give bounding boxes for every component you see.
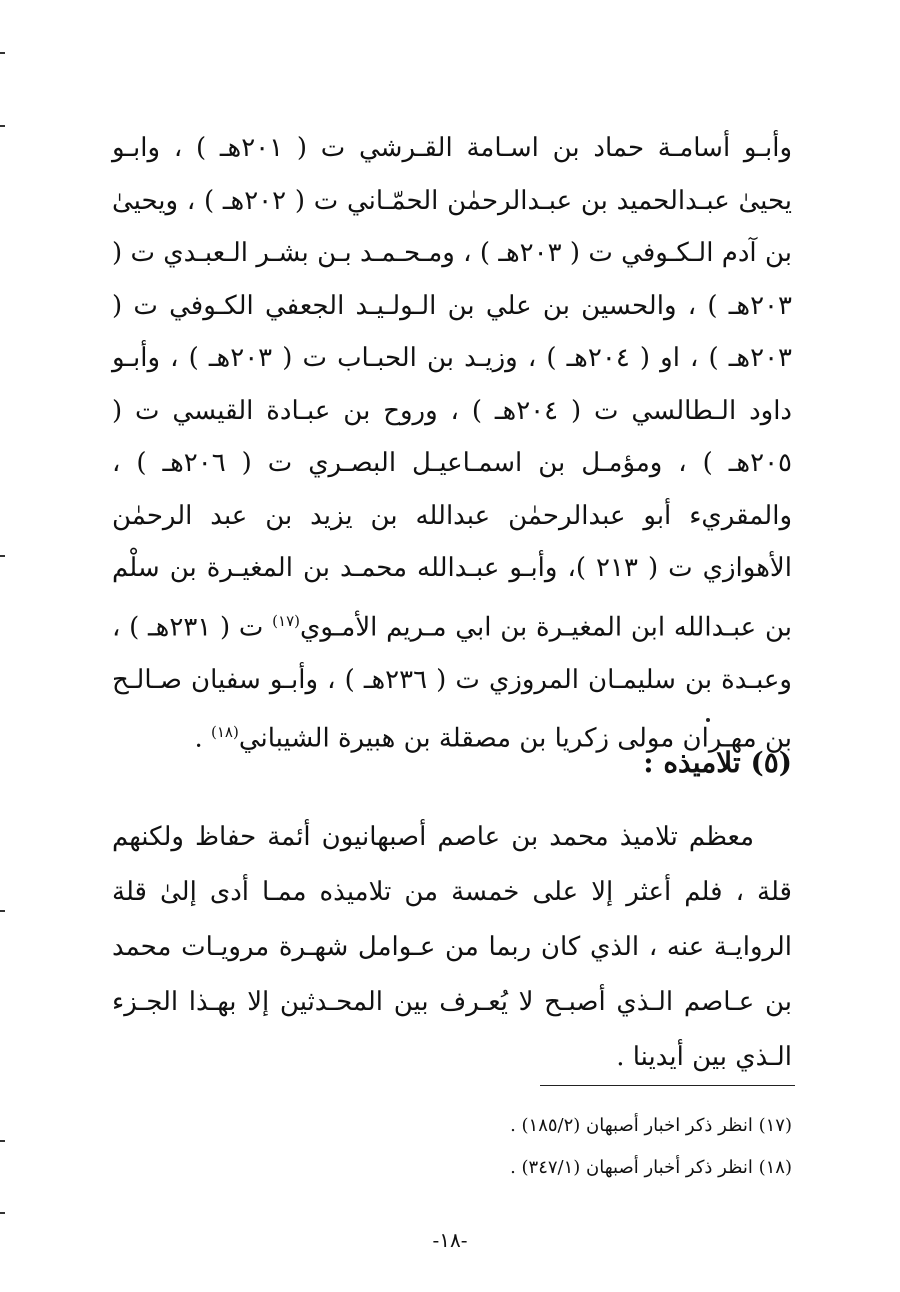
paragraph-text [112,122,792,765]
footnote-ref-17: (١٧) [272,611,300,630]
scan-edge-mark [0,125,5,127]
paragraph-part-3: . [194,723,211,754]
scan-edge-mark [0,910,5,912]
footnote-17: (١٧) انظر ذكر اخبار أصبهان (١٨٥/٢) . [510,1115,792,1136]
narrators-paragraph [112,122,792,765]
footnotes [312,1105,792,1189]
footnote-ref-18: (١٨) [210,723,239,742]
footnote-18: (١٨) انظر ذكر أخبار أصبهان (٣٤٧/١) . [510,1157,792,1178]
page-number: -١٨- [432,1228,468,1252]
paragraph-part-1: وأبـو أسامـة حماد بن اسـامة القـرشي ت ( ٢٠١هـ ) ، وابـو يحيىٰ عبـدالحميد بن عبـدالرحمٰن الحمّـاني ت ( ٢٠٢هـ ) ، ويحيىٰ بن آدم الـكـوفي ت ( ٢٠٣هـ ) ، ومـحـمـد بـن بشـر الـعبـدي ت ( ٢٠٣هـ ) ، والحسين بن علي بن الـولـيـد الجعفي الكـوفي ت ( ٢٠٣هـ ) ، او ( ٢٠٤هـ ) ، وزيـد بن الحبـاب ت ( ٢٠٣هـ ) ، وأبـو داود الـطالسي ت ( ٢٠٤هـ ) ، وروح بن عبـادة القيسي ت ( ٢٠٥هـ ) ، ومؤمـل بن اسمـاعيـل البصـري ت ( ٢٠٦هـ ) ، والمقريء أبو عبدالرحمٰن عبدالله بن يزيد بن عبد الرحمٰن الأهوازي ت ( ٢١٣ )، وأبـو عبـدالله محمـد بن المغيـرة بن سلْم بن عبـدالله ابن المغيـرة بن ابي مـريم الأمـوي [112,133,793,643]
paragraph-part-2: ت ( ٢٣١هـ ) ، وعبـدة بن سليمـان المروزي ت ( ٢٣٦هـ ) ، وأبـو سفيان صـالـح بن مهـران مولى زكريا بن مصقلة بن هبيرة الشيباني [112,612,792,754]
students-text: معظم تلاميذ محمد بن عاصم أصبهانيون أئمة حفاظ ولكنهم قلة ، فلم أعثر إلا على خمسة من تلاميذه ممـا أدى إلىٰ قلة الروايـة عنه ، الذي كان ربما من عـوامل شهـرة مرويـات محمد بن عـاصم الـذي أصبـح لا يُعـرف بين المحـدثين إلا بهـذا الجـزء الـذي بين أيدينا . [112,822,792,1072]
scan-edge-mark [0,555,5,557]
scan-edge-mark [0,1212,5,1214]
section-heading: (٥) تلاميذه : [643,746,792,779]
students-paragraph [112,810,792,1085]
scan-edge-mark [0,52,5,54]
footnote-separator [540,1085,795,1086]
scan-edge-mark [0,1140,5,1142]
